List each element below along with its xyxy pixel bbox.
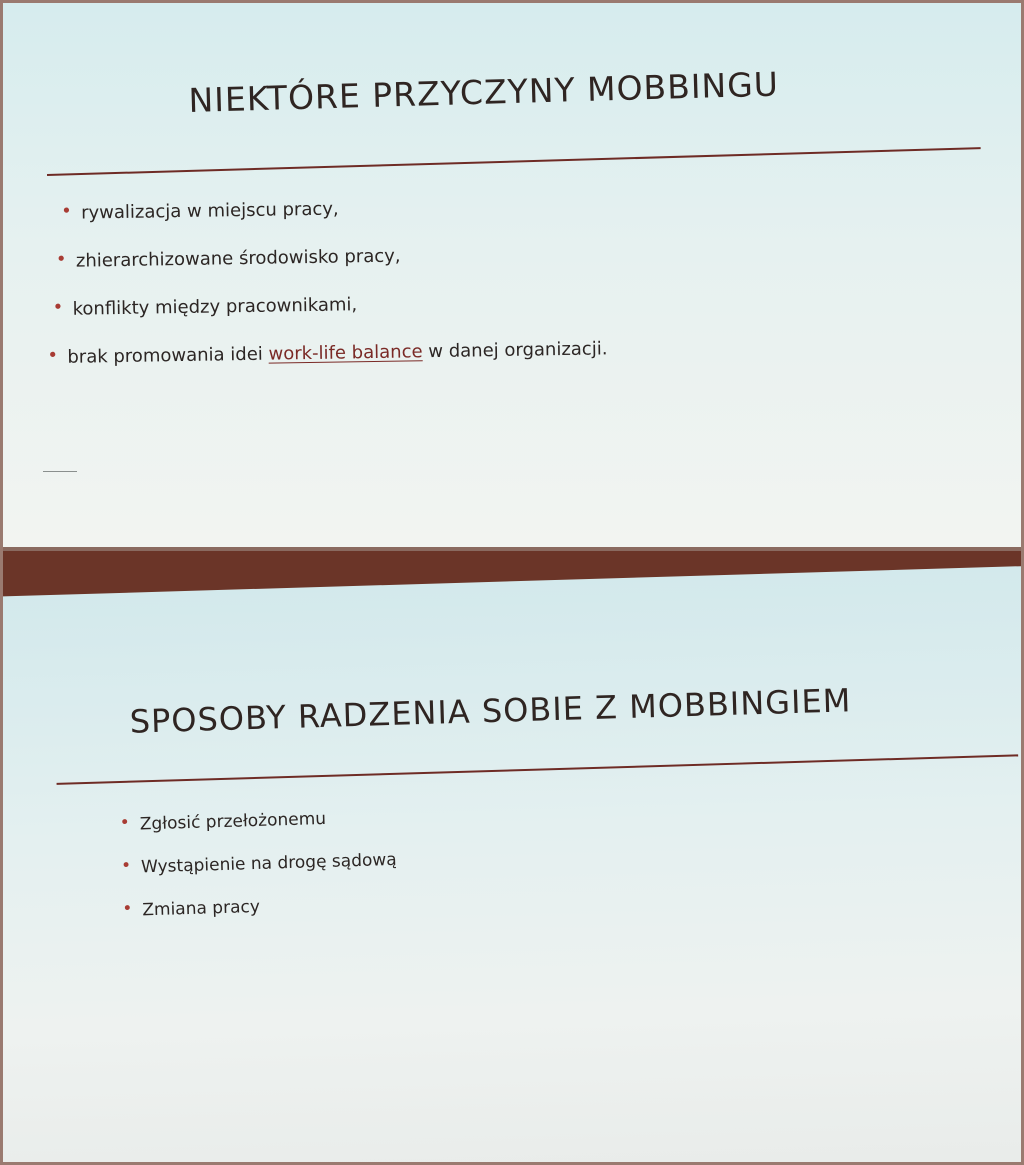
list-item-text: rywalizacja w miejscu pracy, xyxy=(80,198,339,224)
bullet-list-bottom xyxy=(120,807,399,925)
list-item-text-before: brak promowania idei xyxy=(67,343,269,368)
slide-divider-bottom xyxy=(57,754,1019,785)
slide-divider-top xyxy=(47,147,981,176)
list-item xyxy=(121,850,397,882)
work-life-balance-link[interactable]: work-life balance xyxy=(268,341,423,365)
slide-photo-top xyxy=(3,3,1021,547)
slide-photo-bottom xyxy=(3,551,1021,1162)
bullet-dot-icon: • xyxy=(60,200,72,222)
slide-title-top: NIEKTÓRE PRZYCZYNY MOBBINGU xyxy=(188,64,780,120)
list-item xyxy=(45,338,607,373)
list-item xyxy=(59,194,605,229)
list-item xyxy=(51,290,607,325)
list-item-text-after: w danej organizacji. xyxy=(422,338,608,363)
bullet-dot-icon: • xyxy=(122,898,133,919)
bullet-dot-icon: • xyxy=(120,855,132,877)
list-item-text: konflikty między pracownikami, xyxy=(72,294,358,320)
bullet-dot-icon: • xyxy=(52,296,64,319)
list-item xyxy=(120,807,396,839)
bullet-dot-icon: • xyxy=(119,812,131,834)
projected-slide-bottom xyxy=(3,565,1021,1162)
list-item-text: Zgłosić przełożonemu xyxy=(139,808,327,835)
list-item-text: Zmiana pracy xyxy=(142,896,261,921)
bullet-list-top xyxy=(47,194,608,373)
projection-artifact xyxy=(43,471,77,472)
slide-title-bottom: SPOSOBY RADZENIA SOBIE Z MOBBINGIEM xyxy=(129,681,852,741)
list-item-text: zhierarchizowane środowisko pracy, xyxy=(75,245,401,272)
list-item xyxy=(54,242,606,277)
bullet-dot-icon: • xyxy=(55,248,67,270)
bullet-dot-icon: • xyxy=(47,344,59,367)
list-item-text: Wystąpienie na drogę sądową xyxy=(140,849,397,878)
list-item xyxy=(122,893,398,925)
